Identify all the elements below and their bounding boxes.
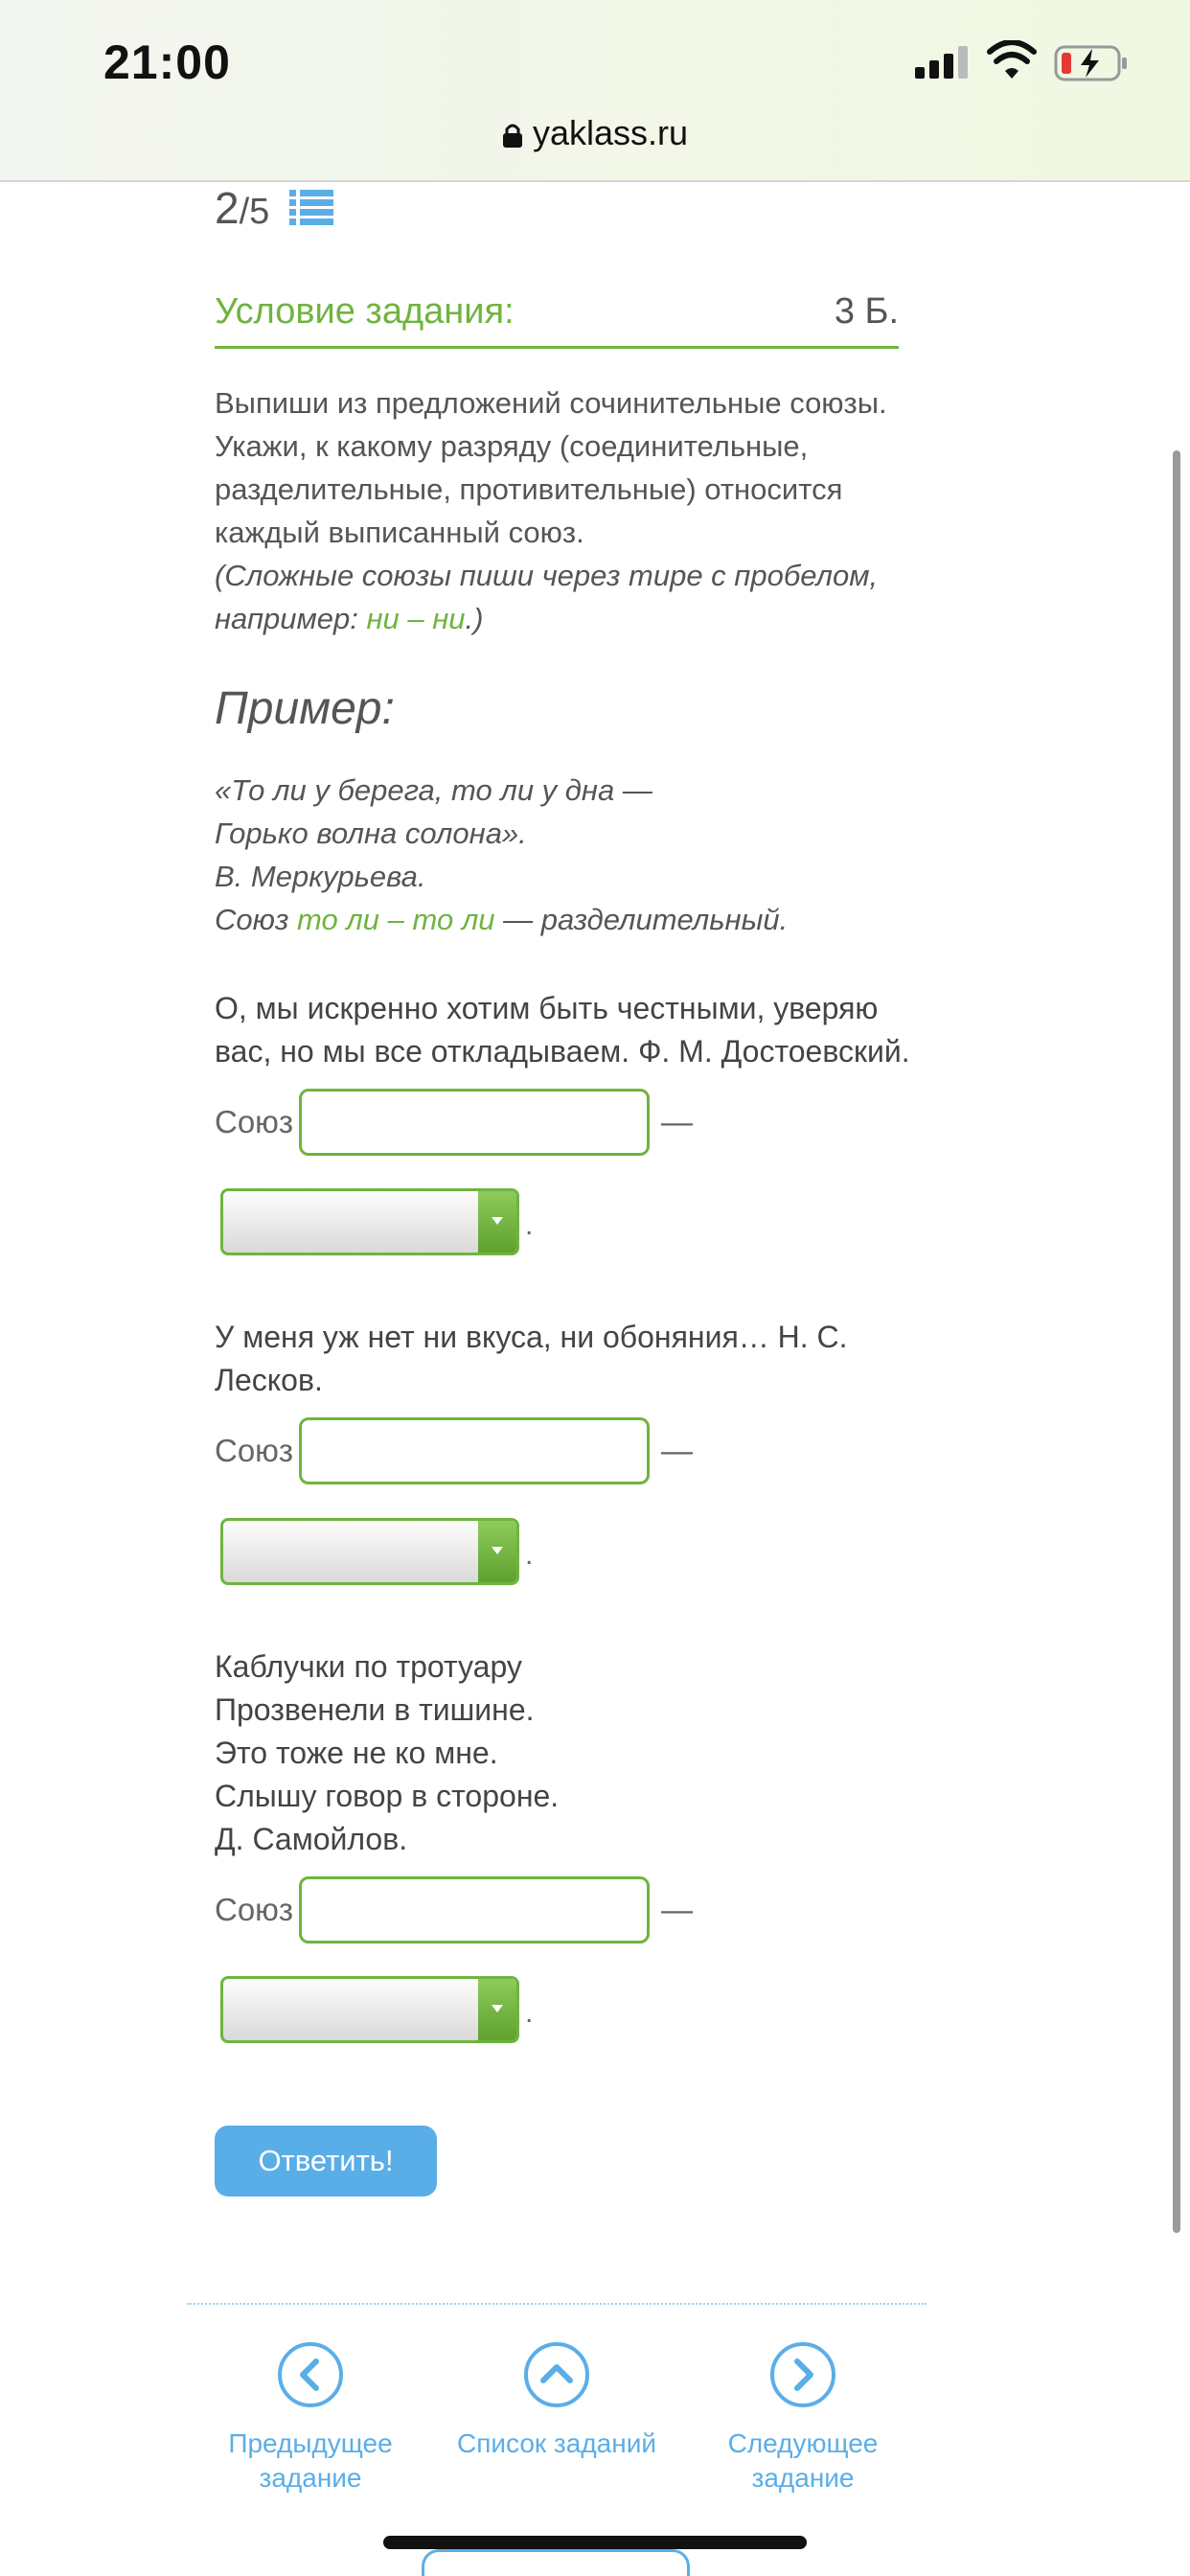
dash-separator: —	[661, 1433, 693, 1468]
union-label: Союз	[215, 1433, 294, 1468]
union-input-2[interactable]	[299, 1417, 650, 1484]
question-2-text	[215, 1316, 848, 1402]
example-text: Союз	[215, 903, 297, 936]
instruction-line	[215, 597, 887, 640]
chevron-up-icon	[524, 2342, 589, 2407]
union-input-1[interactable]	[299, 1089, 650, 1156]
next-task-link[interactable]	[688, 2342, 918, 2496]
category-select-3[interactable]	[220, 1976, 519, 2043]
next-task-label	[688, 2426, 918, 2496]
instruction-text: например:	[215, 602, 367, 635]
question-line: Лесков.	[215, 1363, 323, 1397]
category-select-2[interactable]	[220, 1518, 519, 1585]
question-line: Д. Самойлов.	[215, 1822, 408, 1856]
instruction-line: Выпиши из предложений сочинительные союзы.	[215, 386, 887, 420]
battery-charging-icon	[1054, 44, 1129, 82]
address-bar[interactable]	[0, 113, 1190, 153]
question-line: О, мы искренно хотим быть честными, уверяю	[215, 991, 879, 1025]
question-line: Слышу говор в стороне.	[215, 1779, 560, 1813]
question-line: вас, но мы все откладываем. Ф. М. Достоевский.	[215, 1034, 910, 1069]
nav-label-line: Следующее	[727, 2428, 879, 2458]
dash-separator: —	[661, 1892, 693, 1927]
example-block	[215, 769, 788, 941]
task-list-label: Список заданий	[456, 2428, 656, 2458]
question-line: Это тоже не ко мне.	[215, 1736, 498, 1770]
example-line: В. Меркурьева.	[215, 860, 426, 893]
nav-label-line: задание	[259, 2463, 362, 2493]
instruction-line: каждый выписанный союз.	[215, 516, 584, 549]
signal-icon	[915, 46, 969, 79]
task-counter-total: /5	[239, 192, 270, 232]
lock-icon	[502, 122, 523, 149]
union-input-3[interactable]	[299, 1876, 650, 1944]
question-line: Каблучки по тротуару	[215, 1649, 522, 1684]
dash-separator: —	[661, 1104, 693, 1139]
task-counter	[215, 182, 269, 234]
union-label: Союз	[215, 1892, 294, 1927]
task-points: 3 Б.	[834, 291, 899, 332]
question-line: У меня уж нет ни вкуса, ни обоняния… Н. С.	[215, 1320, 848, 1354]
task-counter-current: 2	[215, 183, 240, 233]
instruction-line: Укажи, к какому разряду (соединительные,	[215, 429, 809, 463]
example-title: Пример:	[215, 683, 395, 734]
question-3-text	[215, 1645, 559, 1861]
browser-status-bar	[0, 0, 1190, 182]
status-time: 21:00	[103, 35, 231, 89]
dropdown-arrow-icon	[478, 1979, 516, 2040]
instruction-text: .)	[465, 602, 484, 635]
instructions	[215, 381, 887, 640]
nav-label-line: задание	[751, 2463, 855, 2493]
list-icon[interactable]	[289, 188, 333, 226]
divider	[187, 2303, 927, 2305]
category-select-1[interactable]	[220, 1188, 519, 1255]
url-text: yaklass.ru	[532, 113, 689, 152]
prev-task-label	[195, 2426, 425, 2496]
question-1-text	[215, 987, 910, 1073]
chevron-right-icon	[770, 2342, 835, 2407]
union-label: Союз	[215, 1104, 294, 1139]
chevron-left-icon	[278, 2342, 343, 2407]
instruction-line: разделительные, противительные) относится	[215, 472, 843, 506]
answer-button[interactable]: Ответить!	[215, 2126, 437, 2196]
bottom-partial-button[interactable]	[422, 2549, 690, 2576]
instruction-example-conjunction: ни – ни	[366, 602, 466, 635]
scrollbar[interactable]	[1173, 450, 1180, 2233]
prev-task-link[interactable]	[195, 2342, 425, 2496]
wifi-icon	[987, 40, 1037, 82]
nav-label-line: Предыдущее	[228, 2428, 393, 2458]
task-list-link[interactable]	[442, 2342, 672, 2461]
example-line: «То ли у берега, то ли у дна —	[215, 773, 652, 807]
example-conjunction: то ли – то ли	[296, 903, 495, 936]
dropdown-arrow-icon	[478, 1521, 516, 1582]
period: .	[525, 1209, 534, 1241]
question-line: Прозвенели в тишине.	[215, 1692, 535, 1727]
condition-title: Условие задания:	[215, 291, 515, 332]
home-indicator[interactable]	[383, 2536, 807, 2549]
period: .	[525, 1539, 534, 1571]
instruction-line: (Сложные союзы пиши через тире с пробелом,	[215, 559, 879, 592]
period: .	[525, 1997, 534, 2029]
example-line	[215, 898, 788, 941]
condition-header	[215, 288, 899, 349]
example-line: Горько волна солона».	[215, 816, 527, 850]
example-text: — разделительный.	[494, 903, 789, 936]
dropdown-arrow-icon	[478, 1191, 516, 1253]
